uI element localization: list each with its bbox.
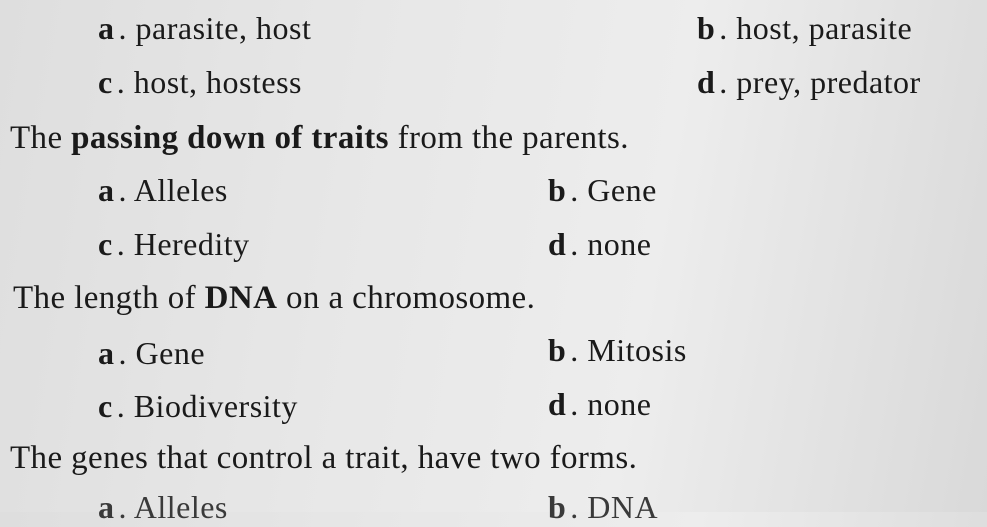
option-q2-c[interactable]: c . Biodiversity bbox=[98, 388, 298, 424]
option-letter: b bbox=[548, 489, 567, 525]
question-stem-gene: The length of DNA on a chromosome. bbox=[13, 280, 536, 316]
option-text: none bbox=[587, 226, 652, 262]
option-letter: c bbox=[98, 388, 113, 424]
option-q0-a[interactable]: a . parasite, host bbox=[98, 10, 312, 46]
option-q1-b[interactable]: b . Gene bbox=[548, 172, 657, 208]
option-letter: a bbox=[98, 10, 115, 46]
option-letter: c bbox=[98, 226, 113, 262]
option-text: Heredity bbox=[133, 226, 250, 262]
option-q1-d[interactable]: d . none bbox=[548, 226, 652, 262]
option-letter: b bbox=[548, 332, 567, 368]
option-q2-b[interactable]: b . Mitosis bbox=[548, 332, 687, 368]
option-q2-a[interactable]: a . Gene bbox=[98, 335, 206, 371]
question-keyword: passing down of traits bbox=[71, 120, 389, 156]
option-q0-b[interactable]: b . host, parasite bbox=[697, 10, 913, 46]
option-text: host, hostess bbox=[133, 64, 302, 100]
option-q3-a[interactable]: a . Alleles bbox=[98, 489, 228, 525]
option-letter: a bbox=[98, 335, 115, 371]
option-text: none bbox=[587, 386, 652, 422]
option-q0-c[interactable]: c . host, hostess bbox=[98, 64, 302, 100]
option-letter: a bbox=[98, 489, 115, 525]
option-text: Biodiversity bbox=[133, 388, 298, 424]
option-text: Gene bbox=[587, 172, 657, 208]
option-q1-c[interactable]: c . Heredity bbox=[98, 226, 250, 262]
option-letter: b bbox=[697, 10, 716, 46]
question-stem-alleles: The genes that control a trait, have two forms. bbox=[10, 440, 638, 476]
question-keyword: DNA bbox=[204, 280, 278, 316]
option-letter: d bbox=[548, 386, 567, 422]
option-letter: d bbox=[697, 64, 716, 100]
option-text: DNA bbox=[587, 489, 659, 525]
option-text: host, parasite bbox=[736, 10, 913, 46]
option-q1-a[interactable]: a . Alleles bbox=[98, 172, 228, 208]
option-letter: b bbox=[548, 172, 567, 208]
option-text: Alleles bbox=[133, 172, 228, 208]
option-letter: c bbox=[98, 64, 113, 100]
question-stem-heredity: The passing down of traits from the parents. bbox=[10, 120, 629, 156]
option-letter: d bbox=[548, 226, 567, 262]
option-q0-d[interactable]: d . prey, predator bbox=[697, 64, 921, 100]
option-q3-b[interactable]: b . DNA bbox=[548, 489, 659, 525]
option-text: parasite, host bbox=[135, 10, 312, 46]
option-text: Gene bbox=[135, 335, 206, 371]
option-text: prey, predator bbox=[736, 64, 921, 100]
option-q2-d[interactable]: d . none bbox=[548, 386, 652, 422]
option-text: Mitosis bbox=[587, 332, 687, 368]
option-letter: a bbox=[98, 172, 115, 208]
option-text: Alleles bbox=[133, 489, 228, 525]
